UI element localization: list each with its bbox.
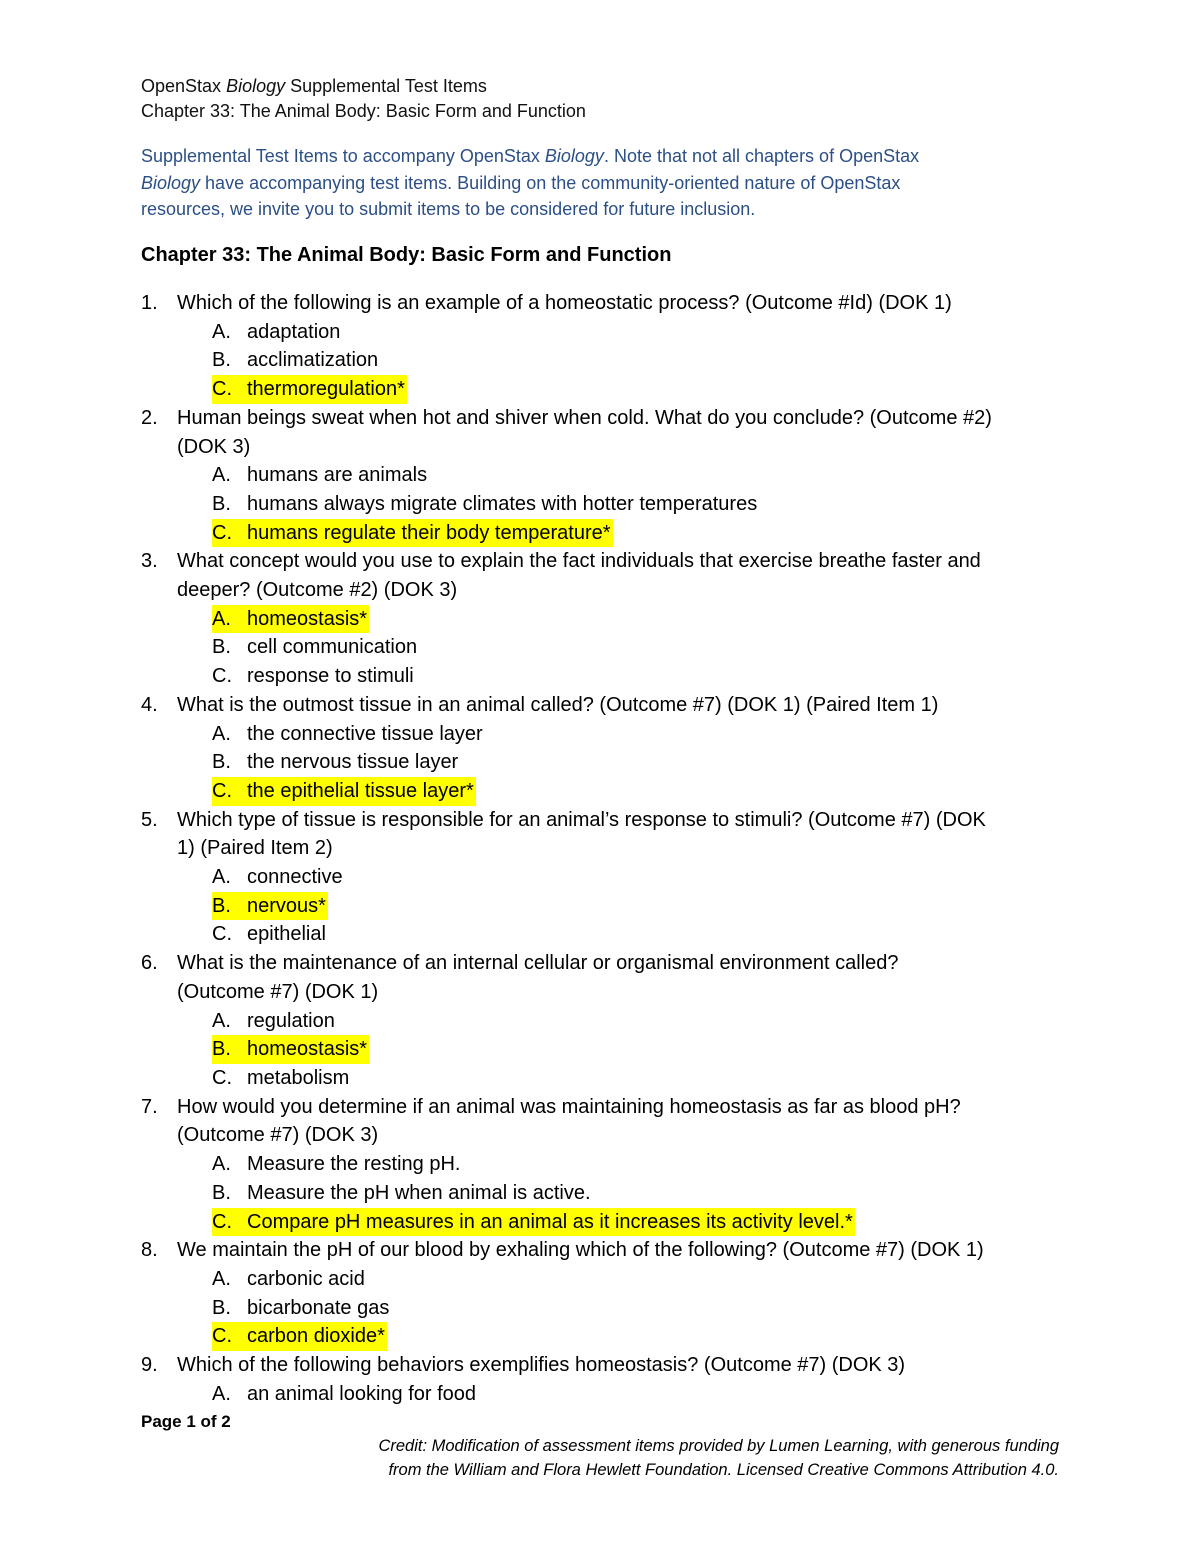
option-letter: C. <box>212 779 232 802</box>
option-text: the connective tissue layer <box>247 722 483 745</box>
answer-option-correct <box>141 605 1071 634</box>
option-letter: C. <box>212 521 232 544</box>
credit-footer: Credit: Modification of assessment items provided by Lumen Learning, with generous funding from the William and Flora Hewlett Foundation. Licensed Creative Commons Attribution 4.0. <box>378 1437 1059 1479</box>
option-text: carbonic acid <box>247 1267 365 1290</box>
option-letter: A. <box>212 464 231 487</box>
answer-option <box>141 1380 1071 1409</box>
question-number: 5. <box>141 808 158 831</box>
answer-option <box>141 720 1071 749</box>
question-number: 4. <box>141 693 158 716</box>
option-text: adaptation <box>247 320 341 343</box>
answer-option <box>141 1007 1071 1036</box>
question-item <box>141 806 1071 950</box>
question-stem <box>141 691 1071 720</box>
option-text: humans regulate their body temperature* <box>247 521 611 544</box>
option-letter: B. <box>212 894 231 917</box>
answer-option <box>141 318 1071 347</box>
option-letter: C. <box>212 1325 232 1348</box>
option-text: homeostasis* <box>247 607 368 630</box>
question-stem <box>141 289 1071 318</box>
answer-option <box>141 490 1071 519</box>
option-letter: A. <box>212 320 231 343</box>
chapter-heading: Chapter 33: The Animal Body: Basic Form and Function <box>141 244 672 266</box>
question-stem <box>141 949 1071 978</box>
answer-option <box>141 920 1071 949</box>
option-text: the epithelial tissue layer* <box>247 779 474 802</box>
option-text: Compare pH measures in an animal as it increases its activity level.* <box>247 1210 853 1233</box>
question-stem <box>141 1236 1071 1265</box>
question-item <box>141 1093 1071 1237</box>
answer-option <box>141 1265 1071 1294</box>
option-text: an animal looking for food <box>247 1382 477 1405</box>
question-number: 2. <box>141 406 158 429</box>
option-text: Measure the pH when animal is active. <box>247 1181 591 1204</box>
question-item <box>141 547 1071 691</box>
option-text: response to stimuli <box>247 665 414 688</box>
question-text: Which type of tissue is responsible for an animal’s response to stimuli? (Outcome #7) (DOK <box>177 808 986 831</box>
option-letter: C. <box>212 923 232 946</box>
option-letter: B. <box>212 751 231 774</box>
answer-option <box>141 1150 1071 1179</box>
option-letter: A. <box>212 1009 231 1032</box>
question-number: 9. <box>141 1354 158 1377</box>
question-number: 1. <box>141 292 158 314</box>
question-item <box>141 1236 1071 1351</box>
question-item <box>141 404 1071 548</box>
answer-option <box>141 863 1071 892</box>
header-title: OpenStax Biology Supplemental Test Items <box>141 76 487 96</box>
option-text: humans are animals <box>247 464 428 487</box>
option-letter: B. <box>212 1296 231 1319</box>
option-text: homeostasis* <box>247 1038 368 1061</box>
answer-option-correct <box>141 375 1071 404</box>
question-text: Which of the following behaviors exemplifies homeostasis? (Outcome #7) (DOK 3) <box>177 1354 906 1377</box>
question-item <box>141 949 1071 1093</box>
question-item <box>141 691 1071 806</box>
answer-option <box>141 748 1071 777</box>
answer-option <box>141 1294 1071 1323</box>
question-stem <box>141 1093 1071 1122</box>
option-letter: A. <box>212 1153 231 1176</box>
answer-option-correct <box>141 519 1071 548</box>
option-letter: B. <box>212 1038 231 1061</box>
option-letter: B. <box>212 492 231 515</box>
option-text: regulation <box>247 1009 335 1032</box>
answer-option-correct <box>141 892 1071 921</box>
answer-option-correct <box>141 777 1071 806</box>
answer-option <box>141 346 1071 375</box>
answer-option-correct <box>141 1035 1071 1064</box>
option-letter: A. <box>212 1382 231 1405</box>
option-letter: C. <box>212 1066 232 1089</box>
option-letter: A. <box>212 722 231 745</box>
answer-option <box>141 1064 1071 1093</box>
answer-option-correct <box>141 1208 1071 1237</box>
question-stem <box>141 404 1071 433</box>
option-letter: A. <box>212 607 231 630</box>
answer-option <box>141 633 1071 662</box>
question-text-continued: (Outcome #7) (DOK 3) <box>177 1124 379 1147</box>
answer-option <box>141 1179 1071 1208</box>
question-text: Which of the following is an example of a homeostatic process? (Outcome #Id) (DOK 1) <box>177 292 952 314</box>
question-stem <box>141 1351 1071 1380</box>
option-text: metabolism <box>247 1066 350 1089</box>
option-text: thermoregulation* <box>247 378 405 401</box>
option-text: nervous* <box>247 894 326 917</box>
question-text: We maintain the pH of our blood by exhaling which of the following? (Outcome #7) (DOK 1) <box>177 1239 984 1262</box>
option-text: humans always migrate climates with hotter temperatures <box>247 492 758 515</box>
answer-option <box>141 461 1071 490</box>
option-text: acclimatization <box>247 349 379 372</box>
question-number: 3. <box>141 550 158 573</box>
question-list <box>141 289 1071 1408</box>
option-letter: B. <box>212 636 231 659</box>
question-stem <box>141 806 1071 835</box>
question-text: Human beings sweat when hot and shiver when cold. What do you conclude? (Outcome #2) <box>177 406 992 429</box>
option-letter: C. <box>212 378 232 401</box>
question-text: How would you determine if an animal was maintaining homeostasis as far as blood pH? <box>177 1095 961 1118</box>
question-text-continued: deeper? (Outcome #2) (DOK 3) <box>177 579 458 602</box>
option-letter: C. <box>212 665 232 688</box>
document-header <box>141 74 586 124</box>
question-text-continued: (Outcome #7) (DOK 1) <box>177 980 379 1003</box>
question-number: 6. <box>141 952 158 975</box>
question-text-continued: (DOK 3) <box>177 435 251 458</box>
option-letter: B. <box>212 349 231 372</box>
option-letter: B. <box>212 1181 231 1204</box>
option-letter: A. <box>212 866 231 889</box>
question-item <box>141 1351 1071 1408</box>
option-text: epithelial <box>247 923 326 946</box>
option-text: the nervous tissue layer <box>247 751 459 774</box>
option-text: carbon dioxide* <box>247 1325 385 1348</box>
answer-option <box>141 662 1071 691</box>
question-text: What concept would you use to explain the fact individuals that exercise breathe faster and <box>177 550 981 573</box>
question-number: 7. <box>141 1095 158 1118</box>
question-text-continued: 1) (Paired Item 2) <box>177 837 333 860</box>
question-text: What is the outmost tissue in an animal called? (Outcome #7) (DOK 1) (Paired Item 1) <box>177 693 939 716</box>
question-item <box>141 289 1071 404</box>
intro-paragraph: Supplemental Test Items to accompany OpenStax Biology. Note that not all chapters of OpenStax Biology have accompanying test items. Building on the community-oriented nature of OpenStax resources, we invite you to submit items to be considered for future inclusion. <box>141 146 920 219</box>
option-text: cell communication <box>247 636 418 659</box>
header-chapter: Chapter 33: The Animal Body: Basic Form and Function <box>141 101 586 121</box>
option-letter: C. <box>212 1210 232 1233</box>
option-text: Measure the resting pH. <box>247 1153 461 1176</box>
option-text: connective <box>247 866 343 889</box>
answer-option-correct <box>141 1322 1071 1351</box>
option-text: bicarbonate gas <box>247 1296 390 1319</box>
question-text: What is the maintenance of an internal cellular or organismal environment called? <box>177 952 899 975</box>
page-number: Page 1 of 2 <box>141 1412 231 1431</box>
option-letter: A. <box>212 1267 231 1290</box>
question-stem <box>141 547 1071 576</box>
question-number: 8. <box>141 1239 158 1262</box>
